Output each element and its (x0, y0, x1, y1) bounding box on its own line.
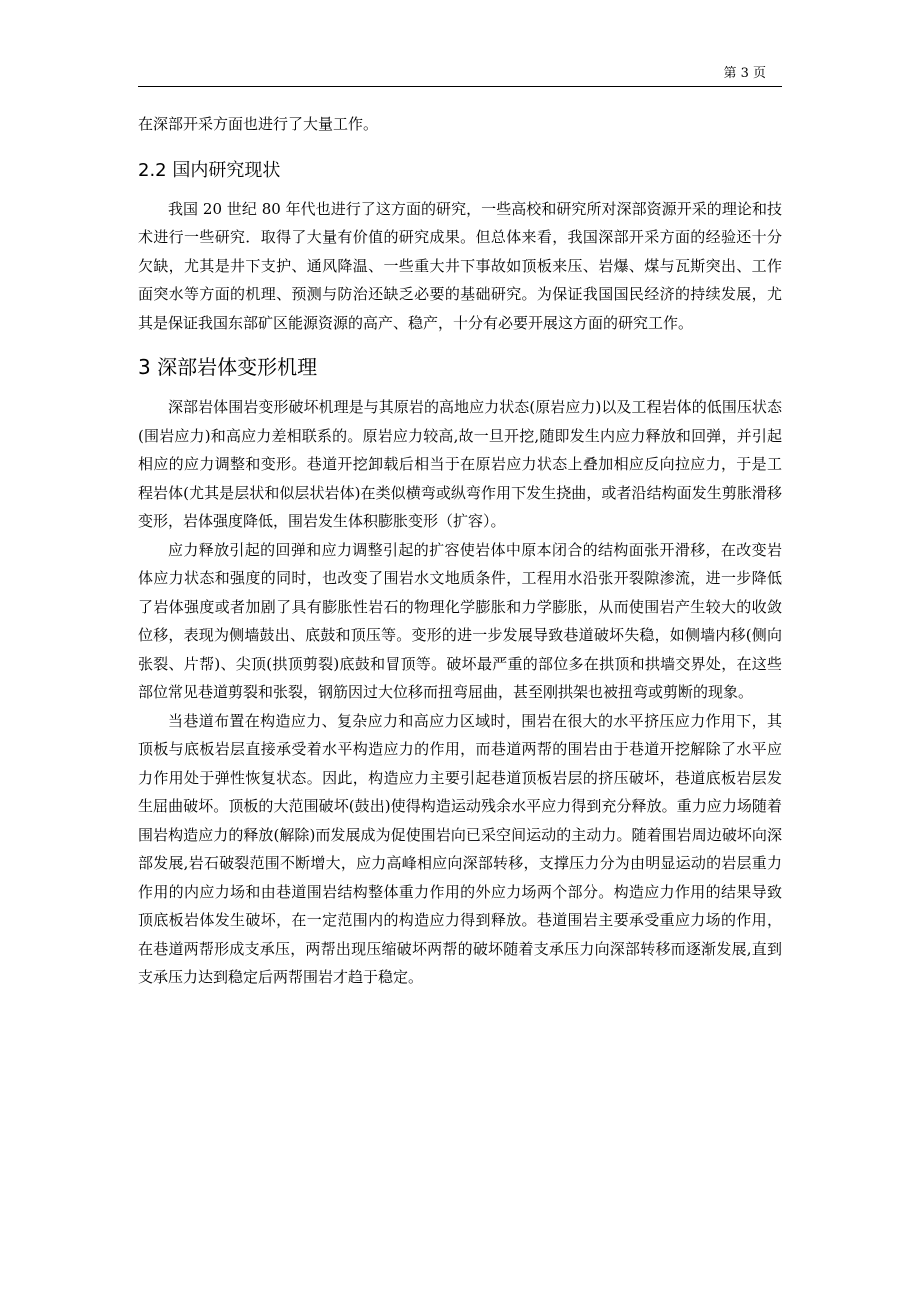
page-number: 第 3 页 (723, 66, 766, 81)
paragraph-deformation-mechanism-1: 深部岩体围岩变形破坏机理是与其原岩的高地应力状态(原岩应力)以及工程岩体的低围压状态(围岩应力)和高应力差相联系的。原岩应力较高,故一旦开挖,随即发生内应力释放和回弹，并引起相应的应力调整和变形。巷道开挖卸载后相当于在原岩应力状态上叠加相应反向拉应力，于是工程岩体(尤其是层状和似层状岩体)在类似横弯或纵弯作用下发生挠曲，或者沿结构面发生剪胀滑移变形，岩体强度降低，围岩发生体积膨胀变形（扩容）。 (138, 398, 782, 530)
paragraph-intro-tail: 在深部开采方面也进行了大量工作。 (138, 115, 379, 133)
section-heading-2-2: 2.2 国内研究现状 (138, 159, 281, 181)
document-body (138, 110, 782, 992)
paragraph-deformation-mechanism-3: 当巷道布置在构造应力、复杂应力和高应力区域时，围岩在很大的水平挤压应力作用下，其顶板与底板岩层直接承受着水平构造应力的作用，而巷道两帮的围岩由于巷道开挖解除了水平应力作用处于弹性恢复状态。因此，构造应力主要引起巷道顶板岩层的挤压破坏，巷道底板岩层发生屈曲破坏。顶板的大范围破坏(鼓出)使得构造运动残余水平应力得到充分释放。重力应力场随着围岩构造应力的释放(解除)而发展成为促使围岩向已采空间运动的主动力。随着围岩周边破坏向深部发展,岩石破裂范围不断增大，应力高峰相应向深部转移，支撑压力分为由明显运动的岩层重力作用的内应力场和由巷道围岩结构整体重力作用的外应力场两个部分。构造应力作用的结果导致顶底板岩体发生破坏，在一定范围内的构造应力得到释放。巷道围岩主要承受重应力场的作用，在巷道两帮形成支承压，两帮出现压缩破坏两帮的破坏随着支承压力向深部转移而逐渐发展,直到支承压力达到稳定后两帮围岩才趋于稳定。 (138, 711, 782, 986)
page-header (138, 64, 782, 87)
section-heading-3: 3 深部岩体变形机理 (138, 355, 318, 379)
paragraph-domestic-research: 我国 20 世纪 80 年代也进行了这方面的研究，一些高校和研究所对深部资源开采的理论和技术进行一些研究．取得了大量有价值的研究成果。但总体来看，我国深部开采方面的经验还十分欠缺，尤其是井下支护、通风降温、一些重大井下事故如顶板来压、岩爆、煤与瓦斯突出、工作面突水等方面的机理、预测与防治还缺乏必要的基础研究。为保证我国国民经济的持续发展，尤其是保证我国东部矿区能源资源的高产、稳产，十分有必要开展这方面的研究工作。 (138, 199, 782, 332)
paragraph-deformation-mechanism-2: 应力释放引起的回弹和应力调整引起的扩容使岩体中原本闭合的结构面张开滑移，在改变岩体应力状态和强度的同时，也改变了围岩水文地质条件，工程用水沿张开裂隙渗流，进一步降低了岩体强度或者加剧了具有膨胀性岩石的物理化学膨胀和力学膨胀，从而使围岩产生较大的收敛位移，表现为侧墙鼓出、底鼓和顶压等。变形的进一步发展导致巷道破坏失稳，如侧墙内移(侧向张裂、片帮)、尖顶(拱顶剪裂)底鼓和冒顶等。破坏最严重的部位多在拱顶和拱墙交界处，在这些部位常见巷道剪裂和张裂，钢筋因过大位移而扭弯屈曲，甚至刚拱架也被扭弯或剪断的现象。 (138, 540, 782, 701)
